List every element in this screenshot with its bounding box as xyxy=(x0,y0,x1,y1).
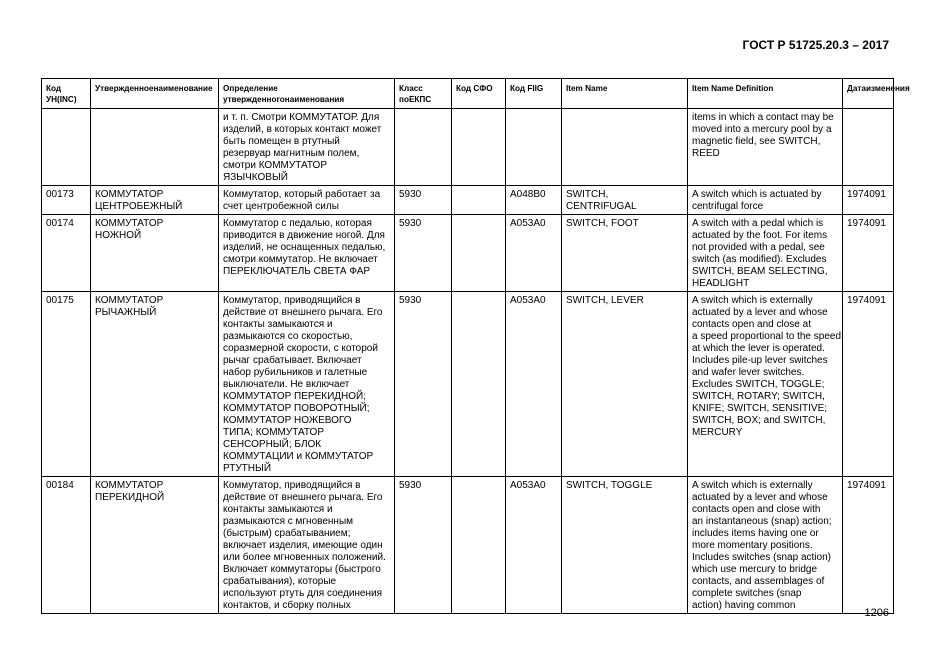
cell-fiig-code xyxy=(506,292,562,477)
cell-text: КОММУТАТОР НОЖЕВОГО xyxy=(223,415,352,426)
cell-text: HEADLIGHT xyxy=(692,278,750,289)
cell-text: MERCURY xyxy=(692,427,743,438)
cell-text: (быстрым) срабатыванием; xyxy=(223,528,351,539)
table-row xyxy=(42,186,894,215)
cell-text: switch (as modified). Excludes xyxy=(692,254,827,265)
cell-text: ЯЗЫЧКОВЫЙ xyxy=(223,172,288,183)
cell-definition xyxy=(219,292,395,477)
cell-text: SWITCH, BEAM SELECTING, xyxy=(692,266,828,277)
cell-text: 00184 xyxy=(46,480,74,491)
cell-change-date xyxy=(843,186,894,215)
cell-approved-name xyxy=(91,215,219,292)
cell-text: СЕНСОРНЫЙ; БЛОК xyxy=(223,439,322,450)
cell-inc-code xyxy=(42,109,91,186)
cell-text: ПЕРЕКИДНОЙ xyxy=(95,492,165,503)
cell-text: a speed proportional to the speed xyxy=(692,331,841,342)
column-header-approved-name xyxy=(91,79,219,109)
cell-text: Includes pile-up lever switches xyxy=(692,355,828,366)
cell-text: НОЖНОЙ xyxy=(95,230,142,241)
cell-text: 5930 xyxy=(399,295,422,306)
cell-item-name xyxy=(562,477,688,614)
page-number: 1206 xyxy=(864,607,889,619)
cell-text: 00175 xyxy=(46,295,74,306)
header-text: наименования xyxy=(284,95,345,104)
cell-text: рычаг срабатывает. Включает xyxy=(223,355,362,366)
cell-definition xyxy=(219,186,395,215)
cell-text: Коммутатор с педалью, которая xyxy=(223,218,372,229)
cell-change-date xyxy=(843,292,894,477)
column-header-fiig-code xyxy=(506,79,562,109)
cell-item-name-definition xyxy=(688,292,843,477)
header-text: Item Name xyxy=(566,84,608,93)
cell-fiig-code xyxy=(506,215,562,292)
cell-approved-name xyxy=(91,477,219,614)
table-row xyxy=(42,109,894,186)
cell-text: быть помещен в ртутный xyxy=(223,136,340,147)
cell-text: 1974091 xyxy=(847,295,886,306)
cell-text: A053A0 xyxy=(510,295,546,306)
cell-text: complete switches (snap xyxy=(692,588,802,599)
cell-definition xyxy=(219,109,395,186)
cell-inc-code xyxy=(42,186,91,215)
header-row xyxy=(42,79,894,109)
cell-text: actuated by a lever and whose xyxy=(692,492,828,503)
cell-fiig-code xyxy=(506,477,562,614)
header-text: Код УН xyxy=(46,84,62,104)
cell-text: действие от внешнего рычага. Его xyxy=(223,307,383,318)
column-header-sfo-code xyxy=(452,79,506,109)
cell-text: REED xyxy=(692,148,720,159)
cell-item-name-definition xyxy=(688,186,843,215)
cell-text: Excludes SWITCH, TOGGLE; xyxy=(692,379,825,390)
cell-text: соразмерной скорости, с которой xyxy=(223,343,378,354)
cell-sfo-code xyxy=(452,292,506,477)
cell-text: приводится в движение ногой. Для xyxy=(223,230,385,241)
column-header-inc-code xyxy=(42,79,91,109)
column-header-change-date xyxy=(843,79,910,109)
cell-text: 00173 xyxy=(46,189,74,200)
cell-class-ekps xyxy=(395,477,452,614)
cell-sfo-code xyxy=(452,109,506,186)
cell-text: включает изделия, имеющие один xyxy=(223,540,383,551)
cell-item-name-definition xyxy=(688,477,843,614)
cell-inc-code xyxy=(42,477,91,614)
header-text: Код FIIG xyxy=(510,84,544,93)
cell-text: contacts, and assemblages of xyxy=(692,576,825,587)
cell-text: not provided with a pedal, see xyxy=(692,242,825,253)
cell-item-name xyxy=(562,186,688,215)
cell-fiig-code xyxy=(506,109,562,186)
cell-fiig-code xyxy=(506,186,562,215)
cell-text: КОММУТАЦИИ и КОММУТАТОР xyxy=(223,451,374,462)
cell-text: 5930 xyxy=(399,218,422,229)
cell-text: Коммутатор, приводящийся в xyxy=(223,295,361,306)
cell-text: A053A0 xyxy=(510,218,546,229)
cell-text: includes items having one or xyxy=(692,528,819,539)
cell-text: контакты замыкаются и xyxy=(223,504,333,515)
item-name-table xyxy=(41,78,910,614)
table-row xyxy=(42,477,894,614)
cell-sfo-code xyxy=(452,215,506,292)
cell-text: РТУТНЫЙ xyxy=(223,463,272,474)
cell-text: 1974091 xyxy=(847,218,886,229)
cell-text: смотри коммутатор. Не включает xyxy=(223,254,378,265)
cell-text: SWITCH, BOX; and SWITCH, xyxy=(692,415,826,426)
cell-text: centrifugal force xyxy=(692,201,764,212)
cell-text: или более мгновенных положений. xyxy=(223,552,386,563)
header-text: Дата xyxy=(847,84,866,93)
cell-text: Коммутатор, приводящийся в xyxy=(223,480,361,491)
cell-text: смотри КОММУТАТОР xyxy=(223,160,327,171)
cell-sfo-code xyxy=(452,477,506,614)
cell-text: 5930 xyxy=(399,480,422,491)
table-row xyxy=(42,215,894,292)
cell-class-ekps xyxy=(395,109,452,186)
cell-definition xyxy=(219,477,395,614)
table-body xyxy=(42,109,894,614)
cell-text: выключатели. Не включает xyxy=(223,379,350,390)
cell-text: Коммутатор, который работает за xyxy=(223,189,381,200)
cell-text: и т. п. Смотри КОММУТАТОР. Для xyxy=(223,112,380,123)
header-text: Класс по xyxy=(399,84,423,104)
header-text: (INC) xyxy=(57,95,77,104)
header-text: Утвержденное xyxy=(95,84,154,93)
cell-text: which use mercury to bridge xyxy=(692,564,818,575)
cell-text: контактов, и сборку полных xyxy=(223,600,351,611)
cell-text: more momentary positions. xyxy=(692,540,813,551)
cell-sfo-code xyxy=(452,186,506,215)
cell-text: КОММУТАТОР xyxy=(95,295,164,306)
header-text: наименование xyxy=(153,84,213,93)
cell-text: SWITCH, LEVER xyxy=(566,295,644,306)
cell-item-name xyxy=(562,215,688,292)
cell-text: A switch which is externally xyxy=(692,295,813,306)
cell-text: КОММУТАТОР ПЕРЕКИДНОЙ; xyxy=(223,391,367,402)
cell-text: KNIFE; SWITCH, SENSITIVE; xyxy=(692,403,828,414)
document-title: ГОСТ Р 51725.20.3 – 2017 xyxy=(742,38,889,52)
column-header-item-name xyxy=(562,79,688,109)
cell-text: РЫЧАЖНЫЙ xyxy=(95,307,157,318)
cell-text: A switch which is externally xyxy=(692,480,813,491)
header-text: изменения xyxy=(865,84,910,93)
cell-text: an instantaneous (snap) action; xyxy=(692,516,832,527)
cell-item-name xyxy=(562,109,688,186)
cell-text: 00174 xyxy=(46,218,74,229)
cell-text: размыкаются с мгновенным xyxy=(223,516,354,527)
cell-text: КОММУТАТОР xyxy=(95,480,164,491)
cell-text: изделий, не оснащенных педалью, xyxy=(223,242,386,253)
cell-change-date xyxy=(843,215,894,292)
column-header-item-name-definition xyxy=(688,79,843,109)
cell-text: резервуар магнитным полем, xyxy=(223,148,360,159)
cell-text: contacts open and close with xyxy=(692,504,821,515)
column-header-definition xyxy=(219,79,395,109)
cell-text: Включает коммутаторы (быстрого xyxy=(223,564,381,575)
cell-text: actuated by the foot. For items xyxy=(692,230,828,241)
cell-text: moved into a mercury pool by a xyxy=(692,124,832,135)
cell-text: SWITCH, FOOT xyxy=(566,218,639,229)
cell-text: КОММУТАТОР xyxy=(95,218,164,229)
cell-text: 1974091 xyxy=(847,189,886,200)
cell-inc-code xyxy=(42,215,91,292)
cell-class-ekps xyxy=(395,186,452,215)
table-row xyxy=(42,292,894,477)
header-text: ЕКПС xyxy=(408,95,432,104)
cell-text: contacts open and close at xyxy=(692,319,811,330)
cell-item-name-definition xyxy=(688,109,843,186)
cell-text: A switch which is actuated by xyxy=(692,189,822,200)
cell-approved-name xyxy=(91,186,219,215)
cell-text: контакты замыкаются и xyxy=(223,319,333,330)
cell-text: используют ртуть для соединения xyxy=(223,588,383,599)
cell-change-date xyxy=(843,477,894,614)
cell-item-name xyxy=(562,292,688,477)
cell-text: SWITCH, xyxy=(566,189,609,200)
header-text: Item Name Definition xyxy=(692,84,774,93)
cell-text: actuated by a lever and whose xyxy=(692,307,828,318)
cell-text: 1974091 xyxy=(847,480,886,491)
cell-text: набор рубильников и галетные xyxy=(223,367,368,378)
cell-definition xyxy=(219,215,395,292)
cell-text: ЦЕНТРОБЕЖНЫЙ xyxy=(95,201,183,212)
cell-text: items in which a contact may be xyxy=(692,112,834,123)
cell-class-ekps xyxy=(395,292,452,477)
cell-text: КОММУТАТОР xyxy=(95,189,164,200)
cell-text: A switch with a pedal which is xyxy=(692,218,824,229)
cell-text: magnetic field, see SWITCH, xyxy=(692,136,821,147)
cell-class-ekps xyxy=(395,215,452,292)
cell-text: срабатывания), которые xyxy=(223,576,337,587)
cell-text: at which the lever is operated. xyxy=(692,343,825,354)
header-text: Определение утвержденного xyxy=(223,84,285,104)
cell-text: КОММУТАТОР ПОВОРОТНЫЙ; xyxy=(223,403,370,414)
cell-text: action) having common xyxy=(692,600,796,611)
cell-inc-code xyxy=(42,292,91,477)
cell-approved-name xyxy=(91,109,219,186)
cell-text: размыкаются со скоростью, xyxy=(223,331,353,342)
cell-text: CENTRIFUGAL xyxy=(566,201,637,212)
cell-text: счет центробежной силы xyxy=(223,201,339,212)
cell-text: and wafer lever switches. xyxy=(692,367,805,378)
cell-text: A053A0 xyxy=(510,480,546,491)
header-text: Код СФО xyxy=(456,84,493,93)
table-header xyxy=(42,79,910,109)
cell-text: ПЕРЕКЛЮЧАТЕЛЬ СВЕТА ФАР xyxy=(223,266,371,277)
cell-text: SWITCH, TOGGLE xyxy=(566,480,653,491)
column-header-class-ekps xyxy=(395,79,452,109)
cell-text: A048B0 xyxy=(510,189,546,200)
cell-text: SWITCH, ROTARY; SWITCH, xyxy=(692,391,825,402)
cell-item-name-definition xyxy=(688,215,843,292)
cell-text: 5930 xyxy=(399,189,422,200)
cell-text: Includes switches (snap action) xyxy=(692,552,831,563)
cell-text: действие от внешнего рычага. Его xyxy=(223,492,383,503)
cell-text: ТИПА; КОММУТАТОР xyxy=(223,427,324,438)
cell-change-date xyxy=(843,109,894,186)
cell-approved-name xyxy=(91,292,219,477)
cell-text: изделий, в которых контакт может xyxy=(223,124,382,135)
